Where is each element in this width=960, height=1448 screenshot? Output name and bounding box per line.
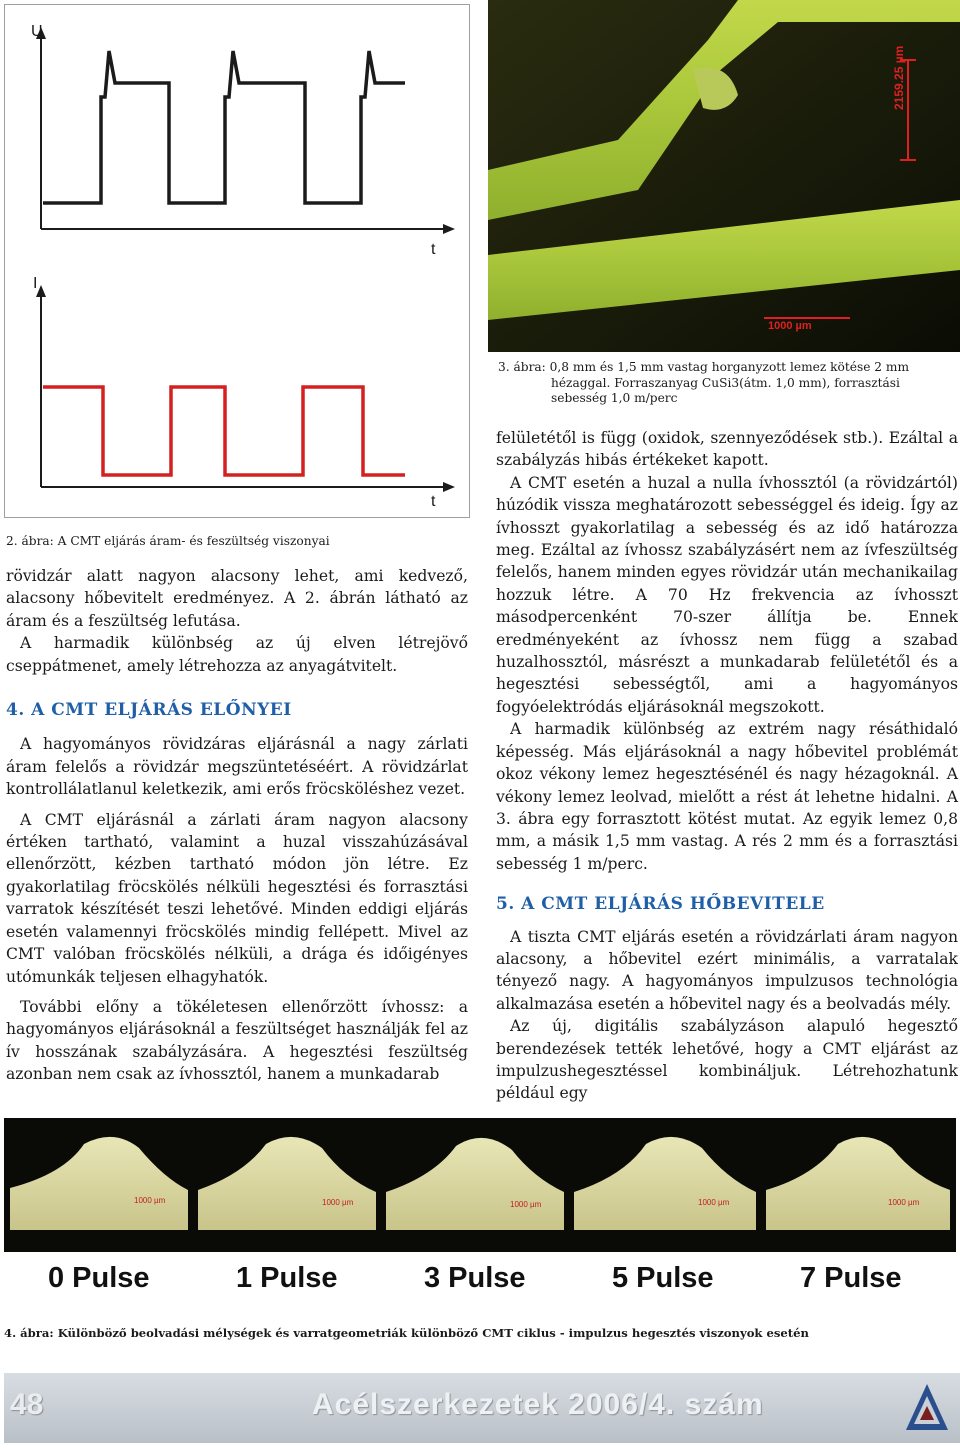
figure-3-caption-line1: 3. ábra: 0,8 mm és 1,5 mm vastag horganyzott lemez kötése 2 mm xyxy=(498,360,910,374)
panel-scale-2: 1000 µm xyxy=(510,1200,542,1209)
scale-label-horizontal: 1000 µm xyxy=(768,320,812,332)
right-paragraph-2: A CMT esetén a huzal a nulla ívhossztól (a rövidzártól) húzódik vissza meghatározott sebességgel és ideig. Így az ívhosszt gyakorlatilag a sebesség és az idő határozza meg. Ezáltal az ívhossz szabályzásért nem az ívfeszültség felelős, hanem minden egyes rövidzár után mechanikailag hozzuk létre. A 70 Hz frekvencia az ívhosszt másodpercenként 70-szer állítja be. Ennek eredményeként az ívhossz nem függ a szabad huzalhossztól, másrészt a munkadarab felületétől és a hegesztési sebességtől, ami a hagyományos fogyóelektródás eljárásoknál megszokott. xyxy=(496,473,958,716)
journal-title: Acélszerkezetek 2006/4. szám xyxy=(312,1388,764,1421)
right-paragraph-3: A harmadik különbség az extrém nagy résáthidaló képesség. Más eljárásoknál a nagy hőbevitel problémát okoz vékony lemez hegesztésénél és nagy hézagoknál. A vékony lemez leolvad, mielőtt a rést át lehetne hidalni. A 3. ábra egy forrasztott kötést mutat. Az egyik lemez 0,8 mm, a másik 1,5 mm vastag. A rés 2 mm és a forrasztási sebesség 1 m/perc. xyxy=(496,720,958,873)
time-axis-label-top: t xyxy=(431,241,436,258)
figure-2-box xyxy=(4,4,470,518)
figure-4-strip xyxy=(4,1118,956,1308)
panel-scale-1: 1000 µm xyxy=(322,1198,354,1207)
figure-3-caption xyxy=(498,360,956,407)
left-column xyxy=(6,565,468,1086)
figure-3-caption-line2: hézaggal. Forraszanyag CuSi3(átm. 1,0 mm), forrasztási xyxy=(551,375,900,390)
left-paragraph-1: rövidzár alatt nagyon alacsony lehet, ami kedvező, alacsony hőbevitelt eredményez. A 2. ábrán látható az áram és a feszültség lefutása. xyxy=(6,567,468,630)
voltage-axis-label: U xyxy=(31,23,43,40)
figure-2-caption: 2. ábra: A CMT eljárás áram- és feszültség viszonyai xyxy=(6,534,330,548)
current-axis-label: I xyxy=(33,275,38,292)
left-paragraph-3: A hagyományos rövidzáras eljárásnál a nagy zárlati áram felelős a rövidzár megszüntetéséért. A rövidzárlat kontrollálatlanul keletkezik, ami erős fröcsköléshez vezet. xyxy=(6,735,468,799)
time-axis-label-bottom: t xyxy=(431,493,436,510)
right-column xyxy=(496,427,958,1105)
figure-4-caption: 4. ábra: Különböző beolvadási mélységek és varratgeometriák különböző CMT ciklus - impulzus hegesztés viszonyok esetén xyxy=(4,1326,809,1340)
figure-2-waveforms xyxy=(5,5,469,517)
journal-logo-icon xyxy=(904,1382,950,1434)
panel-label-1: 1 Pulse xyxy=(236,1262,338,1294)
panel-scale-0: 1000 µm xyxy=(134,1196,166,1205)
section-4-heading: 4. A CMT ELJÁRÁS ELŐNYEI xyxy=(6,700,292,721)
panel-label-3: 5 Pulse xyxy=(612,1262,714,1294)
scale-label-vertical: 2159.25 µm xyxy=(892,45,906,110)
page-number: 48 xyxy=(10,1388,44,1421)
section-5-heading: 5. A CMT ELJÁRÁS HŐBEVITELE xyxy=(496,894,825,915)
panel-label-0: 0 Pulse xyxy=(48,1262,150,1294)
left-paragraph-4: A CMT eljárásnál a zárlati áram nagyon alacsony értéken tartható, valamint a huzal visszahúzásával ellenőrzött, kézben tartható módon jön létre. Ez gyakorlatilag fröcskölés nélküli hegesztési és forrasztási varratok készítését teszi lehetővé. Minden eddigi eljárás esetén valamennyi fröcskölés mindig fellépett. Mivel az CMT valóban fröcskölés nélküli, a drága és időigényes utómunkák teljesen elhagyhatók. xyxy=(6,810,468,986)
figure-3-caption-line3: sebesség 1,0 m/perc xyxy=(551,391,678,405)
figure-3-micrograph xyxy=(488,0,960,352)
panel-scale-4: 1000 µm xyxy=(888,1198,920,1207)
panel-label-4: 7 Pulse xyxy=(800,1262,902,1294)
panel-label-2: 3 Pulse xyxy=(424,1262,526,1294)
left-paragraph-2: A harmadik különbség az új elven létrejövő cseppátmenet, amely létrehozza az anyagátvitelt. xyxy=(6,634,468,675)
right-paragraph-1: felületétől is függ (oxidok, szennyeződések stb.). Ezáltal a szabályzás hibás értékeket kapott. xyxy=(496,429,958,470)
panel-scale-3: 1000 µm xyxy=(698,1198,730,1207)
right-paragraph-4: A tiszta CMT eljárás esetén a rövidzárlati áram nagyon alacsony, a hőbevitel ezért minimális, a varratalak tényező nagy. A hagyományos impulzusos technológia alkalmazása esetén a hőbevitel nagy és a beolvadás mély. xyxy=(496,927,958,1013)
left-paragraph-5: További előny a tökéletesen ellenőrzött ívhossz: a hagyományos eljárásoknál a feszültséget használják fel az ív hosszának szabályzására. A hegesztési feszültség azonban nem csak az ívhossztól, hanem a munkadarab xyxy=(6,997,468,1084)
right-paragraph-5: Az új, digitális szabályzáson alapuló hegesztő berendezések tették lehetővé, hogy a CMT eljárást az impulzushegesztéssel kombináljuk. Létrehozhatunk például egy xyxy=(496,1017,958,1103)
